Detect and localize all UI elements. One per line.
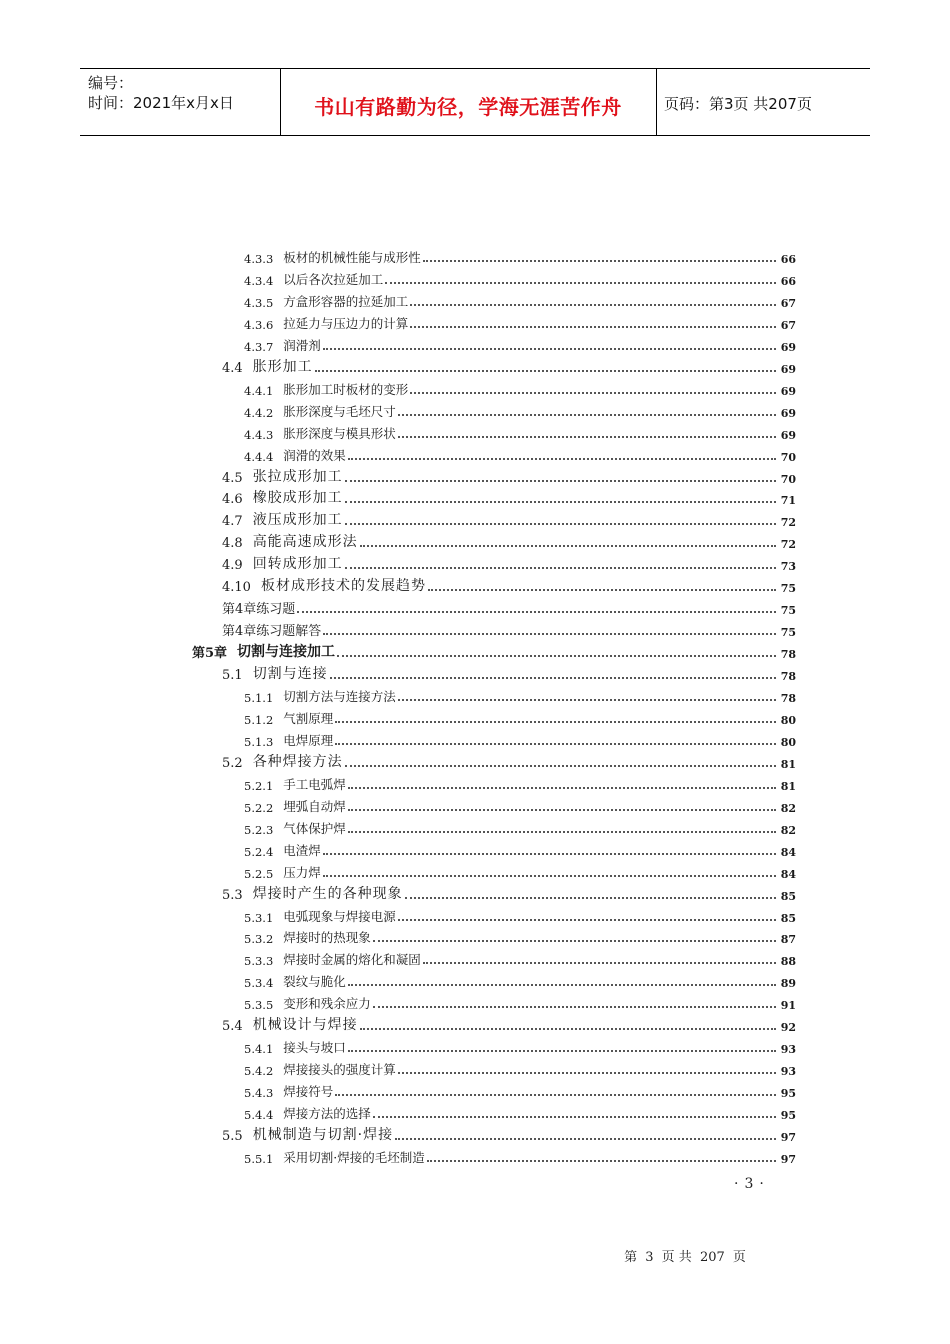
toc-entry-title: 胀形深度与模具形状 <box>283 425 396 441</box>
footer-current-page: 3 <box>645 1250 654 1265</box>
toc-entry-page: 95 <box>780 1087 796 1101</box>
toc-entry <box>244 817 796 837</box>
toc-entry-page: 81 <box>780 757 796 771</box>
toc-entry-title: 方盒形容器的拉延加工 <box>283 293 409 309</box>
toc-entry <box>244 773 796 793</box>
toc-entry-title: 板材的机械性能与成形性 <box>283 250 421 265</box>
toc-entry <box>244 707 796 727</box>
toc-entry-number: 第5章 <box>192 646 228 662</box>
toc-entry-number: 4.3.6 <box>244 317 274 332</box>
toc-entry-number: 5.2 <box>222 755 243 771</box>
toc-entry-page: 82 <box>780 801 796 815</box>
toc-dot-leader <box>348 787 776 789</box>
toc-dot-leader <box>395 1138 776 1140</box>
toc-entry-page: 95 <box>780 1109 796 1123</box>
toc-entry-number: 5.2.4 <box>244 844 274 859</box>
toc-entry-title: 气体保护焊 <box>283 820 346 836</box>
toc-entry-title: 手工电弧焊 <box>283 776 346 792</box>
footer-suffix: 页 <box>732 1250 746 1265</box>
toc-dot-leader <box>335 743 776 745</box>
toc-entry-title: 焊接接头的强度计算 <box>283 1062 396 1078</box>
toc-entry-title: 电焊原理 <box>283 732 334 748</box>
toc-dot-leader <box>348 458 776 460</box>
toc-entry-number: 4.6 <box>222 492 243 508</box>
toc-dot-leader <box>348 809 776 811</box>
toc-entry-title: 板材成形技术的发展趋势 <box>260 578 426 595</box>
toc-entry-title: 张拉成形加工 <box>252 468 343 485</box>
toc-entry-number: 4.4.4 <box>244 449 274 464</box>
toc-entry-page: 72 <box>780 538 796 552</box>
toc-entry-title: 润滑的效果 <box>283 447 346 463</box>
header-page-counter: 页码：第3页 共207页 <box>664 95 812 113</box>
toc-entry-page: 85 <box>780 911 796 925</box>
toc-entry <box>244 444 796 464</box>
toc-entry-title: 焊接方法的选择 <box>283 1106 371 1122</box>
toc-entry-page: 66 <box>780 253 796 266</box>
toc-entry-title: 采用切割·焊接的毛坯制造 <box>283 1149 425 1165</box>
toc-entry <box>244 290 796 310</box>
toc-entry <box>222 663 796 683</box>
toc-entry-number: 4.8 <box>222 536 243 552</box>
toc-entry <box>244 422 796 442</box>
toc-dot-leader <box>398 1072 776 1074</box>
toc-entry-page: 69 <box>780 362 796 376</box>
toc-entry-number: 5.5.1 <box>244 1151 274 1166</box>
toc-entry-page: 82 <box>780 823 796 837</box>
toc-entry-title: 液压成形加工 <box>252 512 343 529</box>
toc-entry-title: 焊接时产生的各种现象 <box>252 885 403 902</box>
toc-entry <box>222 466 796 486</box>
toc-entry <box>244 839 796 859</box>
toc-entry <box>222 1014 796 1034</box>
toc-entry <box>244 1146 796 1166</box>
toc-entry-title: 焊接时金属的熔化和凝固 <box>283 952 421 968</box>
toc-entry-title: 切割与连接加工 <box>237 644 336 661</box>
toc-dot-leader <box>297 611 776 613</box>
toc-entry <box>244 1058 796 1078</box>
header-motto: 书山有路勤为径，学海无涯苦作舟 <box>314 95 622 119</box>
toc-entry-page: 97 <box>780 1131 796 1144</box>
toc-dot-leader <box>398 436 776 438</box>
toc-entry-page: 91 <box>780 999 796 1013</box>
toc-entry-page: 75 <box>780 604 796 618</box>
toc-entry-number: 5.1.3 <box>244 734 274 749</box>
toc-entry-page: 92 <box>780 1021 796 1035</box>
toc-entry-title: 裂纹与脆化 <box>283 974 346 990</box>
toc-entry <box>244 400 796 420</box>
toc-entry <box>244 795 796 815</box>
footer-mid: 页 共 <box>661 1250 692 1265</box>
toc-entry-number: 4.4.1 <box>244 383 274 398</box>
toc-entry <box>222 751 796 771</box>
toc-dot-leader <box>323 348 776 350</box>
toc-dot-leader <box>398 414 776 416</box>
toc-entry-page: 73 <box>780 560 796 574</box>
toc-entry-page: 69 <box>780 428 796 442</box>
toc-entry-number: 5.5 <box>222 1129 243 1144</box>
toc-entry <box>244 312 796 332</box>
toc-entry <box>222 597 796 617</box>
toc-dot-leader <box>348 984 776 986</box>
toc-entry-page: 70 <box>780 450 796 464</box>
date-label: 时间：2021年x月x日 <box>88 94 234 112</box>
toc-entry-page: 78 <box>780 692 796 705</box>
toc-entry-number: 4.10 <box>222 580 251 596</box>
toc-entry-number: 5.3 <box>222 887 243 903</box>
toc-entry-page: 70 <box>780 472 796 486</box>
toc-dot-leader <box>345 765 776 767</box>
toc-dot-leader <box>335 1094 776 1096</box>
toc-entry-number: 4.3.5 <box>244 295 274 310</box>
toc-dot-leader <box>345 480 776 482</box>
toc-entry-number: 5.1.1 <box>244 691 274 705</box>
toc-entry-number: 4.4.3 <box>244 427 274 442</box>
toc-entry-number: 5.4.4 <box>244 1108 274 1123</box>
toc-dot-leader <box>323 853 776 855</box>
toc-entry-title: 橡胶成形加工 <box>252 490 343 507</box>
toc-entry-title: 气割原理 <box>283 710 334 726</box>
toc-entry <box>244 948 796 968</box>
toc-entry-title: 变形和残余应力 <box>283 996 371 1012</box>
page-footer <box>0 1246 950 1265</box>
toc-entry-number: 4.4 <box>222 360 243 376</box>
toc-entry-title: 电渣焊 <box>283 842 321 858</box>
toc-entry-number: 4.3.4 <box>244 273 274 288</box>
toc-entry-page: 89 <box>780 977 796 991</box>
toc-entry <box>244 926 796 946</box>
toc-dot-leader <box>423 260 776 262</box>
toc-entry <box>222 883 796 903</box>
toc-entry-number: 5.2.1 <box>244 778 274 793</box>
toc-dot-leader <box>330 677 776 679</box>
toc-dot-leader <box>360 1028 776 1030</box>
toc-entry-number: 5.1 <box>222 668 243 684</box>
toc-entry <box>244 334 796 354</box>
toc-entry-number: 5.3.3 <box>244 954 274 969</box>
toc-dot-leader <box>348 1050 776 1052</box>
toc-dot-leader <box>348 831 776 833</box>
toc-entry <box>244 685 796 705</box>
toc-entry-page: 81 <box>780 779 796 793</box>
toc-entry-title: 电弧现象与焊接电源 <box>283 908 396 924</box>
toc-entry <box>222 553 796 573</box>
toc-entry <box>244 378 796 398</box>
header-meta <box>88 73 280 113</box>
toc-entry-number: 4.9 <box>222 558 243 574</box>
toc-entry-title: 胀形深度与毛坯尺寸 <box>283 403 396 419</box>
toc-entry <box>244 992 796 1012</box>
toc-dot-leader <box>360 545 776 547</box>
toc-dot-leader <box>410 392 776 394</box>
toc-entry-page: 69 <box>780 340 796 354</box>
serial-label: 编号： <box>88 74 134 92</box>
toc-entry-number: 4.5 <box>222 470 243 486</box>
toc-dot-leader <box>345 567 776 569</box>
toc-entry <box>192 641 796 661</box>
toc-entry <box>244 246 796 266</box>
toc-dot-leader <box>323 633 776 635</box>
toc-entry-page: 97 <box>780 1152 796 1166</box>
toc-entry <box>222 487 796 507</box>
toc-entry <box>222 619 796 639</box>
toc-dot-leader <box>410 326 776 328</box>
toc-entry-page: 78 <box>780 670 796 684</box>
toc-dot-leader <box>398 699 776 701</box>
toc-entry-page: 71 <box>780 494 796 508</box>
toc-entry-title: 接头与坡口 <box>283 1040 346 1056</box>
toc-entry-number: 5.2.3 <box>244 822 274 837</box>
toc-entry-number: 4.4.2 <box>244 405 274 420</box>
toc-entry <box>222 509 796 529</box>
toc-entry-title: 机械设计与焊接 <box>252 1017 358 1034</box>
toc-entry-number: 5.2.5 <box>244 866 274 881</box>
toc-entry-page: 72 <box>780 516 796 530</box>
footer-total-pages: 207 <box>699 1250 725 1265</box>
toc-entry-number: 4.7 <box>222 514 243 530</box>
toc-entry <box>222 356 796 376</box>
toc-entry-title: 焊接时的热现象 <box>283 930 371 946</box>
toc-dot-leader <box>398 919 776 921</box>
toc-entry-number: 5.1.2 <box>244 712 274 727</box>
toc-dot-leader <box>323 875 776 877</box>
toc-entry-page: 66 <box>780 274 796 288</box>
toc-dot-leader <box>428 589 776 591</box>
toc-dot-leader <box>410 304 776 306</box>
toc-entry-page: 67 <box>780 318 796 332</box>
toc-entry-title: 第4章练习题解答 <box>222 624 322 640</box>
toc-entry-title: 埋弧自动焊 <box>283 798 346 814</box>
toc-entry-page: 75 <box>780 626 796 640</box>
toc-entry-title: 回转成形加工 <box>252 556 343 573</box>
toc-entry-page: 75 <box>780 582 796 596</box>
toc-entry-number: 4.3.3 <box>244 252 274 266</box>
toc-entry <box>244 905 796 925</box>
toc-entry-title: 各种焊接方法 <box>252 753 343 770</box>
toc-entry-title: 胀形加工时板材的变形 <box>283 381 409 397</box>
toc-entry-number: 5.3.4 <box>244 976 274 991</box>
toc-entry-page: 84 <box>780 845 796 859</box>
toc-entry-number: 5.3.2 <box>244 932 274 947</box>
toc-entry-number: 5.3.1 <box>244 910 274 925</box>
toc-entry-page: 80 <box>780 735 796 749</box>
toc-entry <box>244 1080 796 1100</box>
toc-entry <box>222 1124 796 1144</box>
toc-entry-page: 84 <box>780 867 796 881</box>
toc-entry-number: 4.3.7 <box>244 339 274 354</box>
toc-entry <box>244 729 796 749</box>
toc-entry-page: 88 <box>780 955 796 969</box>
toc-dot-leader <box>373 940 776 942</box>
toc-entry <box>244 1036 796 1056</box>
toc-entry <box>222 531 796 551</box>
toc-entry-page: 69 <box>780 384 796 398</box>
toc-entry-title: 以后各次拉延加工 <box>283 271 384 287</box>
toc-dot-leader <box>345 501 776 503</box>
toc-entry-number: 5.2.2 <box>244 800 274 815</box>
toc-entry-page: 87 <box>780 933 796 947</box>
toc-entry-title: 切割与连接 <box>252 666 328 683</box>
toc-entry <box>244 861 796 881</box>
toc-entry <box>244 1102 796 1122</box>
page-header <box>80 68 870 136</box>
toc-entry-page: 67 <box>780 296 796 310</box>
toc-entry-title: 拉延力与压边力的计算 <box>283 315 409 331</box>
toc-dot-leader <box>373 1006 776 1008</box>
toc-dot-leader <box>345 523 776 525</box>
toc-dot-leader <box>337 655 776 657</box>
toc-dot-leader <box>315 370 776 372</box>
toc-entry-number: 5.4.1 <box>244 1042 274 1057</box>
toc-dot-leader <box>423 962 776 964</box>
toc-dot-leader <box>405 897 776 899</box>
toc-entry-page: 80 <box>780 713 796 727</box>
toc-dot-leader <box>373 1116 776 1118</box>
header-divider <box>656 69 657 135</box>
toc-entry-title: 高能高速成形法 <box>252 534 358 551</box>
toc-entry-title: 润滑剂 <box>283 337 321 353</box>
toc-entry-page: 93 <box>780 1065 796 1079</box>
toc-entry-page: 69 <box>780 406 796 420</box>
toc-dot-leader <box>335 721 776 723</box>
toc-entry <box>222 575 796 595</box>
toc-entry-number: 5.4 <box>222 1019 243 1035</box>
toc-entry-title: 机械制造与切割·焊接 <box>252 1127 394 1143</box>
toc-entry-page: 85 <box>780 889 796 903</box>
toc-entry-page: 93 <box>780 1043 796 1057</box>
toc-entry <box>244 268 796 288</box>
printed-page-number: ·3· <box>734 1176 770 1192</box>
toc-dot-leader <box>427 1160 776 1162</box>
toc-entry-number: 5.4.3 <box>244 1086 274 1101</box>
toc-entry-number: 5.4.2 <box>244 1064 274 1079</box>
toc-entry-number: 5.3.5 <box>244 998 274 1013</box>
toc-entry-title: 压力焊 <box>283 864 321 880</box>
toc-entry-page: 78 <box>780 648 796 662</box>
toc-dot-leader <box>385 282 776 284</box>
footer-prefix: 第 <box>624 1250 638 1265</box>
toc-entry-title: 焊接符号 <box>283 1084 334 1100</box>
toc-entry <box>244 970 796 990</box>
toc-entry-title: 第4章练习题 <box>222 602 296 618</box>
toc-entry-title: 切割方法与连接方法 <box>283 689 396 704</box>
toc-entry-title: 胀形加工 <box>252 358 313 375</box>
